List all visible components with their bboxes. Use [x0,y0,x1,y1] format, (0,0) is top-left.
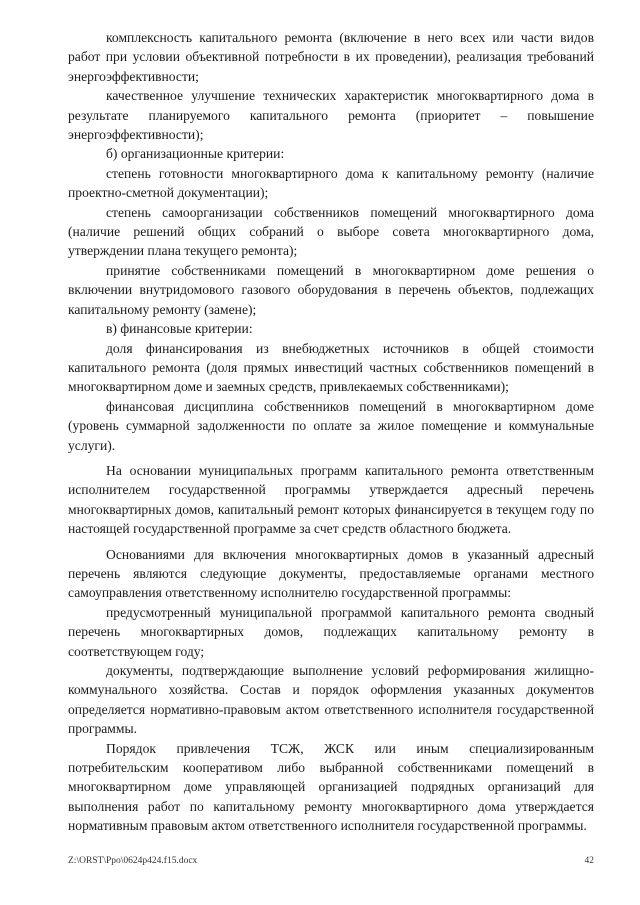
paragraph: комплексность капитального ремонта (включение в него всех или части видов работ при условии объективной потребности в их проведении), реализация требований энергоэффективности; [68,30,594,84]
paragraph: б) организационные критерии: [106,146,285,162]
paragraph: доля финансирования из внебюджетных источников в общей стоимости капитального ремонта (доля прямых инвестиций частных собственников помещений в многоквартирном доме и заемных средств, привлекаемых собственниками); [68,340,594,395]
paragraph: в) финансовые критерии: [106,321,253,337]
paragraph: финансовая дисциплина собственников помещений в многоквартирном доме (уровень суммарной задолженности по оплате за жилое помещение и коммунальные услуги). [68,398,594,453]
paragraph: степень готовности многоквартирного дома к капитальному ремонту (наличие проектно-сметной документации); [68,165,594,201]
paragraph: Основаниями для включения многоквартирных домов в указанный адресный перечень являются следующие документы, предоставляемые органами местного самоуправления ответственному исполнителю государственной программы: [68,546,594,601]
paragraph: На основании муниципальных программ капитального ремонта ответственным исполнителем государственной программы утверждается адресный перечень многоквартирных домов, капитальный ремонт которых финансируется в текущем году по настоящей государственной программе за счет средств областного бюджета. [68,462,594,537]
paragraph: предусмотренный муниципальной программой капитального ремонта сводный перечень многоквартирных домов, подлежащих капитальному ремонту в соответствующем году; [68,604,594,659]
paragraph: качественное улучшение технических характеристик многоквартирного дома в результате планируемого капитального ремонта (приоритет – повышение энергоэффективности); [68,88,594,143]
document-body [68,28,594,836]
paragraph: Порядок привлечения ТСЖ, ЖСК или иным специализированным потребительским кооперативом либо выбранной собственниками помещений в многоквартирном доме управляющей организацией подрядных организаций для выполнения работ по капитальному ремонту многоквартирного дома утверждается нормативным правовым актом ответственного исполнителя государственной программы. [68,740,594,834]
paragraph: принятие собственниками помещений в многоквартирном доме решения о включении внутридомового газового оборудования в перечень объектов, подлежащих капитальному ремонту (замене); [68,262,594,317]
paragraph: степень самоорганизации собственников помещений многоквартирного дома (наличие решений общих собраний о выборе совета многоквартирного дома, утверждении плана текущего ремонта); [68,204,594,259]
paragraph: документы, подтверждающие выполнение условий реформирования жилищно-коммунального хозяйства. Состав и порядок оформления указанных документов определяется нормативно-правовым актом ответственного исполнителя государственной программы. [68,663,594,737]
file-path: Z:\ORST\Ppo\0624p424.f15.docx [68,856,198,866]
page-number: 42 [584,856,594,866]
